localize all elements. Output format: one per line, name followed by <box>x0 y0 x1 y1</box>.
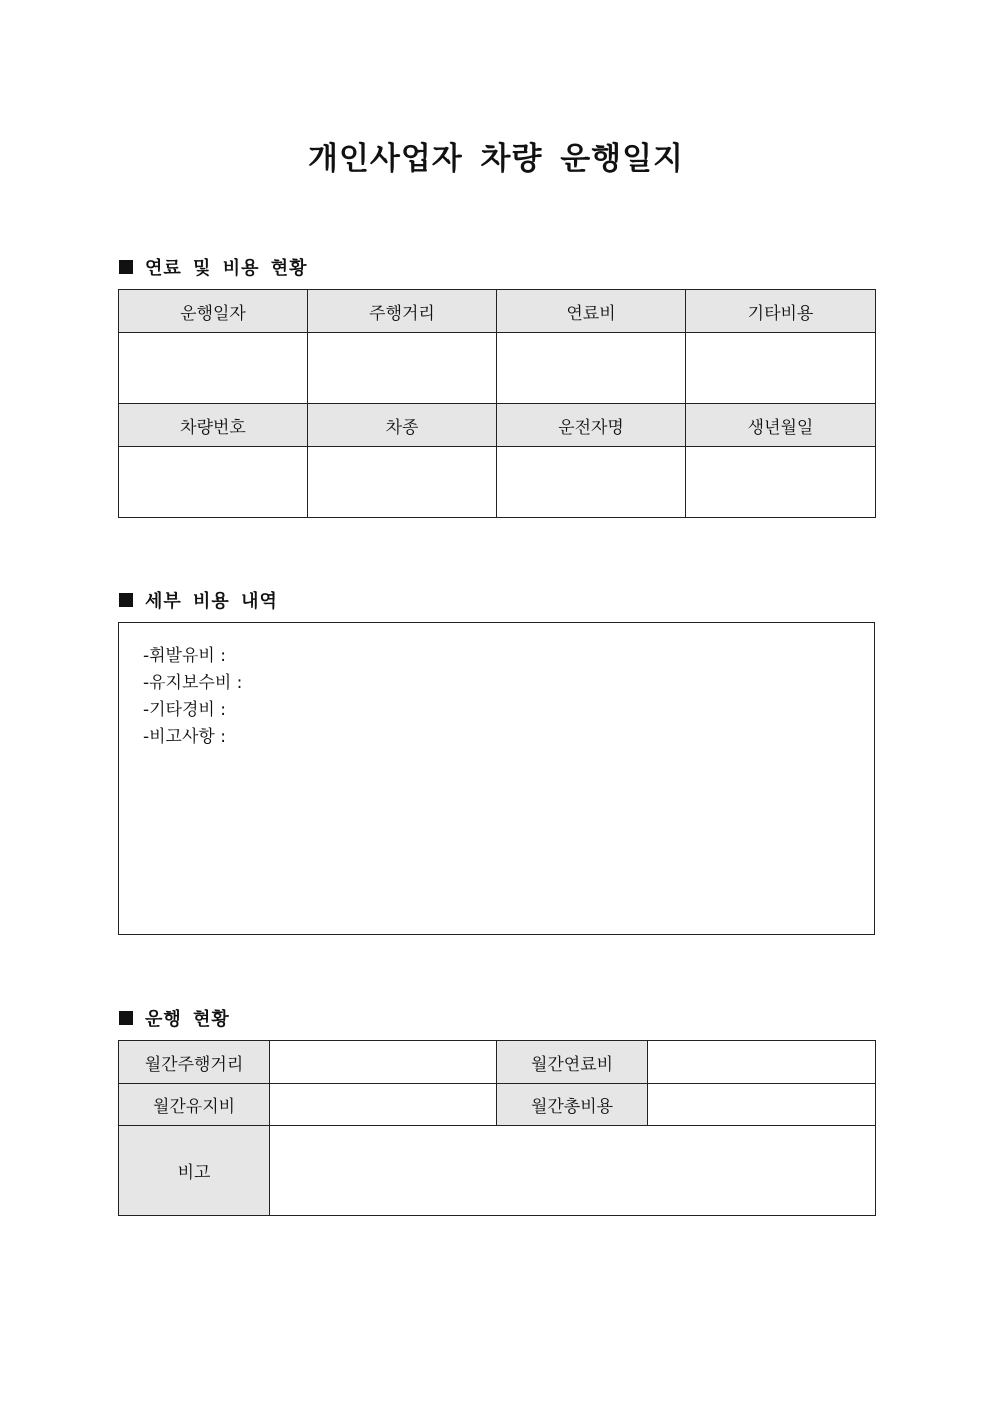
page-title: 개인사업자 차량 운행일지 <box>308 141 684 177</box>
cell-other-cost[interactable] <box>686 333 876 404</box>
label-monthly-maintenance: 월간유지비 <box>119 1084 270 1126</box>
header-vehicle-type: 차종 <box>308 404 497 447</box>
detail-item-gasoline: -휘발유비 : <box>143 646 226 666</box>
header-fuel-cost: 연료비 <box>497 290 686 333</box>
label-monthly-distance: 월간주행거리 <box>119 1041 270 1084</box>
header-driver-name: 운전자명 <box>497 404 686 447</box>
label-monthly-total: 월간총비용 <box>497 1084 648 1126</box>
fuel-cost-table <box>118 289 876 518</box>
header-other-cost: 기타비용 <box>686 290 876 333</box>
header-birth-date: 생년월일 <box>686 404 876 447</box>
black-square-icon <box>119 260 133 274</box>
cell-remarks[interactable] <box>270 1126 876 1216</box>
cell-monthly-total[interactable] <box>648 1084 876 1126</box>
cell-monthly-fuel[interactable] <box>648 1041 876 1084</box>
header-distance: 주행거리 <box>308 290 497 333</box>
cell-monthly-distance[interactable] <box>270 1041 497 1084</box>
section-title-operation <box>119 1005 230 1031</box>
header-vehicle-number: 차량번호 <box>119 404 308 447</box>
label-remarks: 비고 <box>119 1126 270 1216</box>
cell-vehicle-type[interactable] <box>308 447 497 518</box>
detail-item-remarks: -비고사항 : <box>143 727 226 747</box>
detail-cost-box[interactable] <box>118 622 875 935</box>
detail-cost-list <box>143 643 242 751</box>
header-drive-date: 운행일자 <box>119 290 308 333</box>
label-monthly-fuel: 월간연료비 <box>497 1041 648 1084</box>
cell-birth-date[interactable] <box>686 447 876 518</box>
detail-item-maintenance: -유지보수비 : <box>143 673 243 693</box>
cell-monthly-maintenance[interactable] <box>270 1084 497 1126</box>
operation-table <box>118 1040 876 1216</box>
cell-driver-name[interactable] <box>497 447 686 518</box>
section-title-fuel-text: 연료 및 비용 현황 <box>145 258 308 279</box>
section-title-operation-text: 운행 현황 <box>145 1009 230 1030</box>
cell-drive-date[interactable] <box>119 333 308 404</box>
section-title-fuel <box>119 254 308 280</box>
black-square-icon <box>119 593 133 607</box>
cell-fuel-cost[interactable] <box>497 333 686 404</box>
section-title-detail <box>119 587 278 613</box>
black-square-icon <box>119 1011 133 1025</box>
cell-distance[interactable] <box>308 333 497 404</box>
detail-item-other: -기타경비 : <box>143 700 226 720</box>
section-title-detail-text: 세부 비용 내역 <box>145 591 278 612</box>
cell-vehicle-number[interactable] <box>119 447 308 518</box>
